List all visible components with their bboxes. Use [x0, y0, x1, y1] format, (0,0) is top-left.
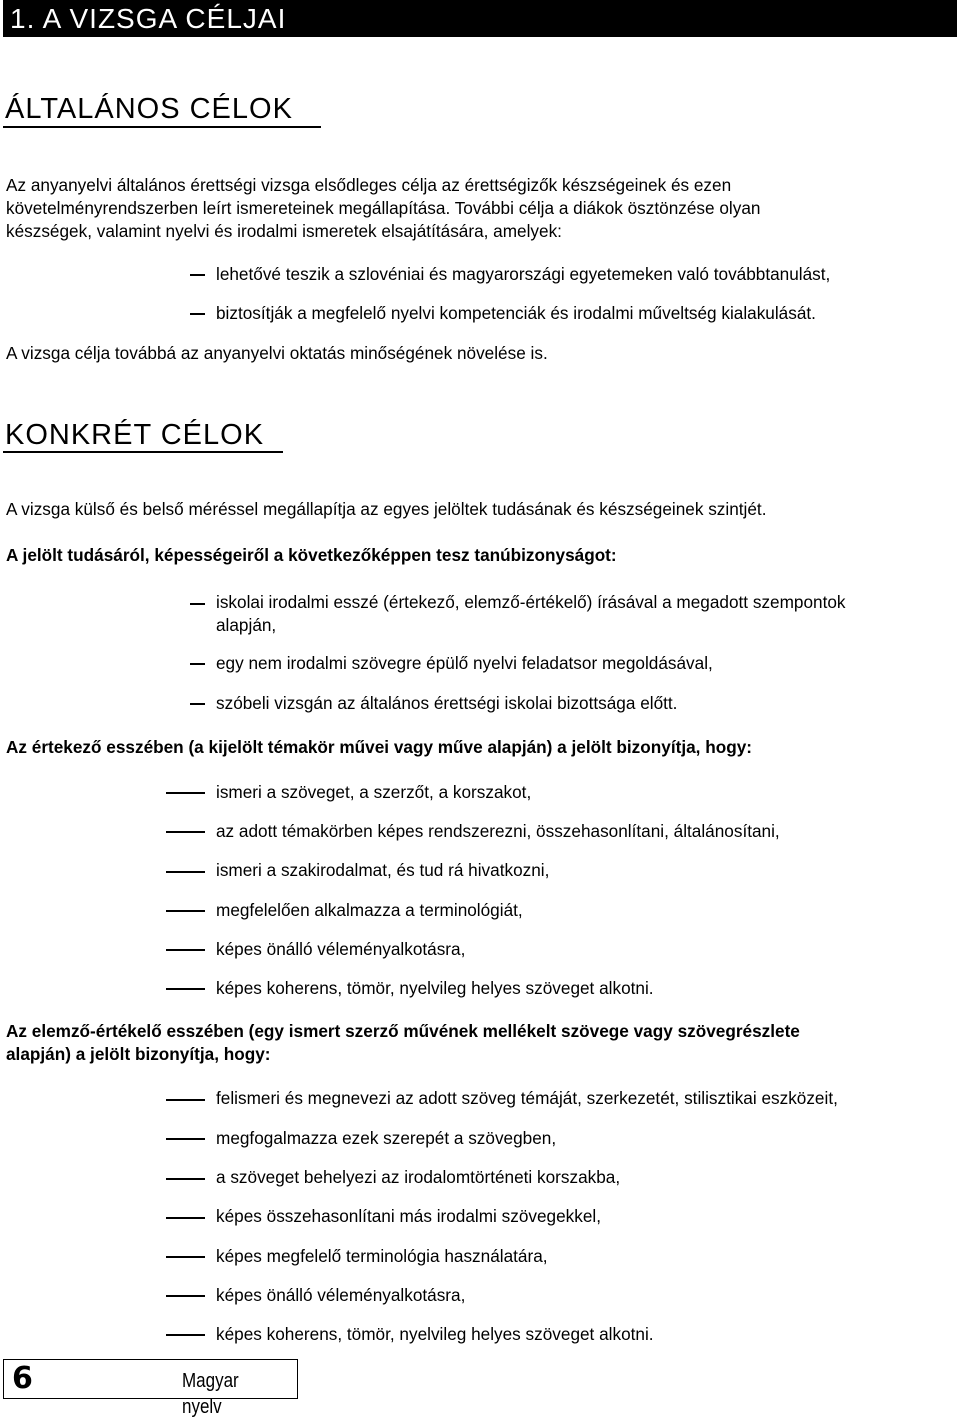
general-closing: A vizsga célja továbbá az anyanyelvi oktatás minőségének növelése is.: [6, 343, 548, 363]
dash-bullet: [166, 871, 205, 873]
essay-item-1: ismeri a szöveget, a szerzőt, a korszakot,: [216, 782, 532, 802]
dash-bullet: [190, 274, 205, 276]
intro-line-2: követelményrendszerben leírt ismereteinek megállapítása. További célja a diákok ösztönzése olyan: [6, 198, 761, 218]
dash-bullet: [190, 313, 205, 315]
dash-bullet: [166, 792, 205, 794]
intro-line-3: készségek, valamint nyelvi és irodalmi ismeretek elsajátítására, amelyek:: [6, 221, 562, 241]
testimony-item-3: szóbeli vizsgán az általános érettségi iskolai bizottsága előtt.: [216, 693, 678, 713]
dash-bullet: [166, 1178, 205, 1180]
lead-argumentative-essay: Az értekező esszében (a kijelölt témakör művei vagy műve alapján) a jelölt bizonyítja, hogy:: [6, 737, 752, 757]
general-item-1: lehetővé teszik a szlovéniai és magyarországi egyetemeken való továbbtanulást,: [216, 264, 831, 284]
dash-bullet: [166, 988, 205, 990]
dash-bullet: [166, 1217, 205, 1219]
general-item-2: biztosítják a megfelelő nyelvi kompetenciák és irodalmi műveltség kialakulását.: [216, 303, 816, 323]
heading-underline: [3, 126, 321, 128]
analysis-item-4: képes összehasonlítani más irodalmi szövegekkel,: [216, 1206, 601, 1226]
dash-bullet: [166, 1295, 205, 1297]
lead-analytical-essay-line-1: Az elemző-értékelő esszében (egy ismert szerző művének mellékelt szövege vagy szövegrészlete: [6, 1021, 800, 1041]
dash-bullet: [166, 1099, 205, 1101]
analysis-item-2: megfogalmazza ezek szerepét a szövegben,: [216, 1128, 557, 1148]
essay-item-5: képes önálló véleményalkotásra,: [216, 939, 466, 959]
analysis-item-5: képes megfelelő terminológia használatára,: [216, 1246, 548, 1266]
testimony-item-1-line-2: alapján,: [216, 615, 277, 635]
dash-bullet: [166, 1334, 205, 1336]
section-heading-general: ÁLTALÁNOS CÉLOK: [5, 93, 293, 125]
essay-item-6: képes koherens, tömör, nyelvileg helyes szöveget alkotni.: [216, 978, 654, 998]
lead-testimony: A jelölt tudásáról, képességeiről a következőképpen tesz tanúbizonyságot:: [6, 545, 617, 565]
dash-bullet: [166, 949, 205, 951]
testimony-item-1-line-1: iskolai irodalmi esszé (értekező, elemző-értékelő) írásával a megadott szempontok: [216, 592, 846, 612]
dash-bullet: [166, 831, 205, 833]
section-heading-specific: KONKRÉT CÉLOK: [5, 419, 265, 451]
dash-bullet: [166, 1138, 205, 1140]
lead-analytical-essay-line-2: alapján) a jelölt bizonyítja, hogy:: [6, 1044, 271, 1064]
analysis-item-7: képes koherens, tömör, nyelvileg helyes szöveget alkotni.: [216, 1324, 654, 1344]
intro-line-1: Az anyanyelvi általános érettségi vizsga elsődleges célja az érettségizők készségeinek és ezen: [6, 175, 732, 195]
analysis-item-3: a szöveget behelyezi az irodalomtörténeti korszakba,: [216, 1167, 621, 1187]
dash-bullet: [166, 1256, 205, 1258]
chapter-title: 1. A VIZSGA CÉLJAI: [3, 0, 957, 37]
footer-subject: Magyar nyelv: [182, 1370, 239, 1418]
essay-item-3: ismeri a szakirodalmat, és tud rá hivatkozni,: [216, 860, 550, 880]
essay-item-4: megfelelően alkalmazza a terminológiát,: [216, 900, 523, 920]
dash-bullet: [190, 663, 205, 665]
essay-item-2: az adott témakörben képes rendszerezni, összehasonlítani, általánosítani,: [216, 821, 780, 841]
analysis-item-6: képes önálló véleményalkotásra,: [216, 1285, 466, 1305]
dash-bullet: [190, 703, 205, 705]
page-footer: [3, 1359, 298, 1418]
heading-underline: [3, 451, 283, 453]
testimony-item-2: egy nem irodalmi szövegre épülő nyelvi feladatsor megoldásával,: [216, 653, 713, 673]
dash-bullet: [166, 910, 205, 912]
page-number: 6: [12, 1361, 33, 1396]
dash-bullet: [190, 603, 205, 605]
analysis-item-1: felismeri és megnevezi az adott szöveg témáját, szerkezetét, stilisztikai eszközeit,: [216, 1088, 838, 1108]
specific-para-1: A vizsga külső és belső méréssel megállapítja az egyes jelöltek tudásának és készségeinek szintjét.: [6, 499, 767, 519]
